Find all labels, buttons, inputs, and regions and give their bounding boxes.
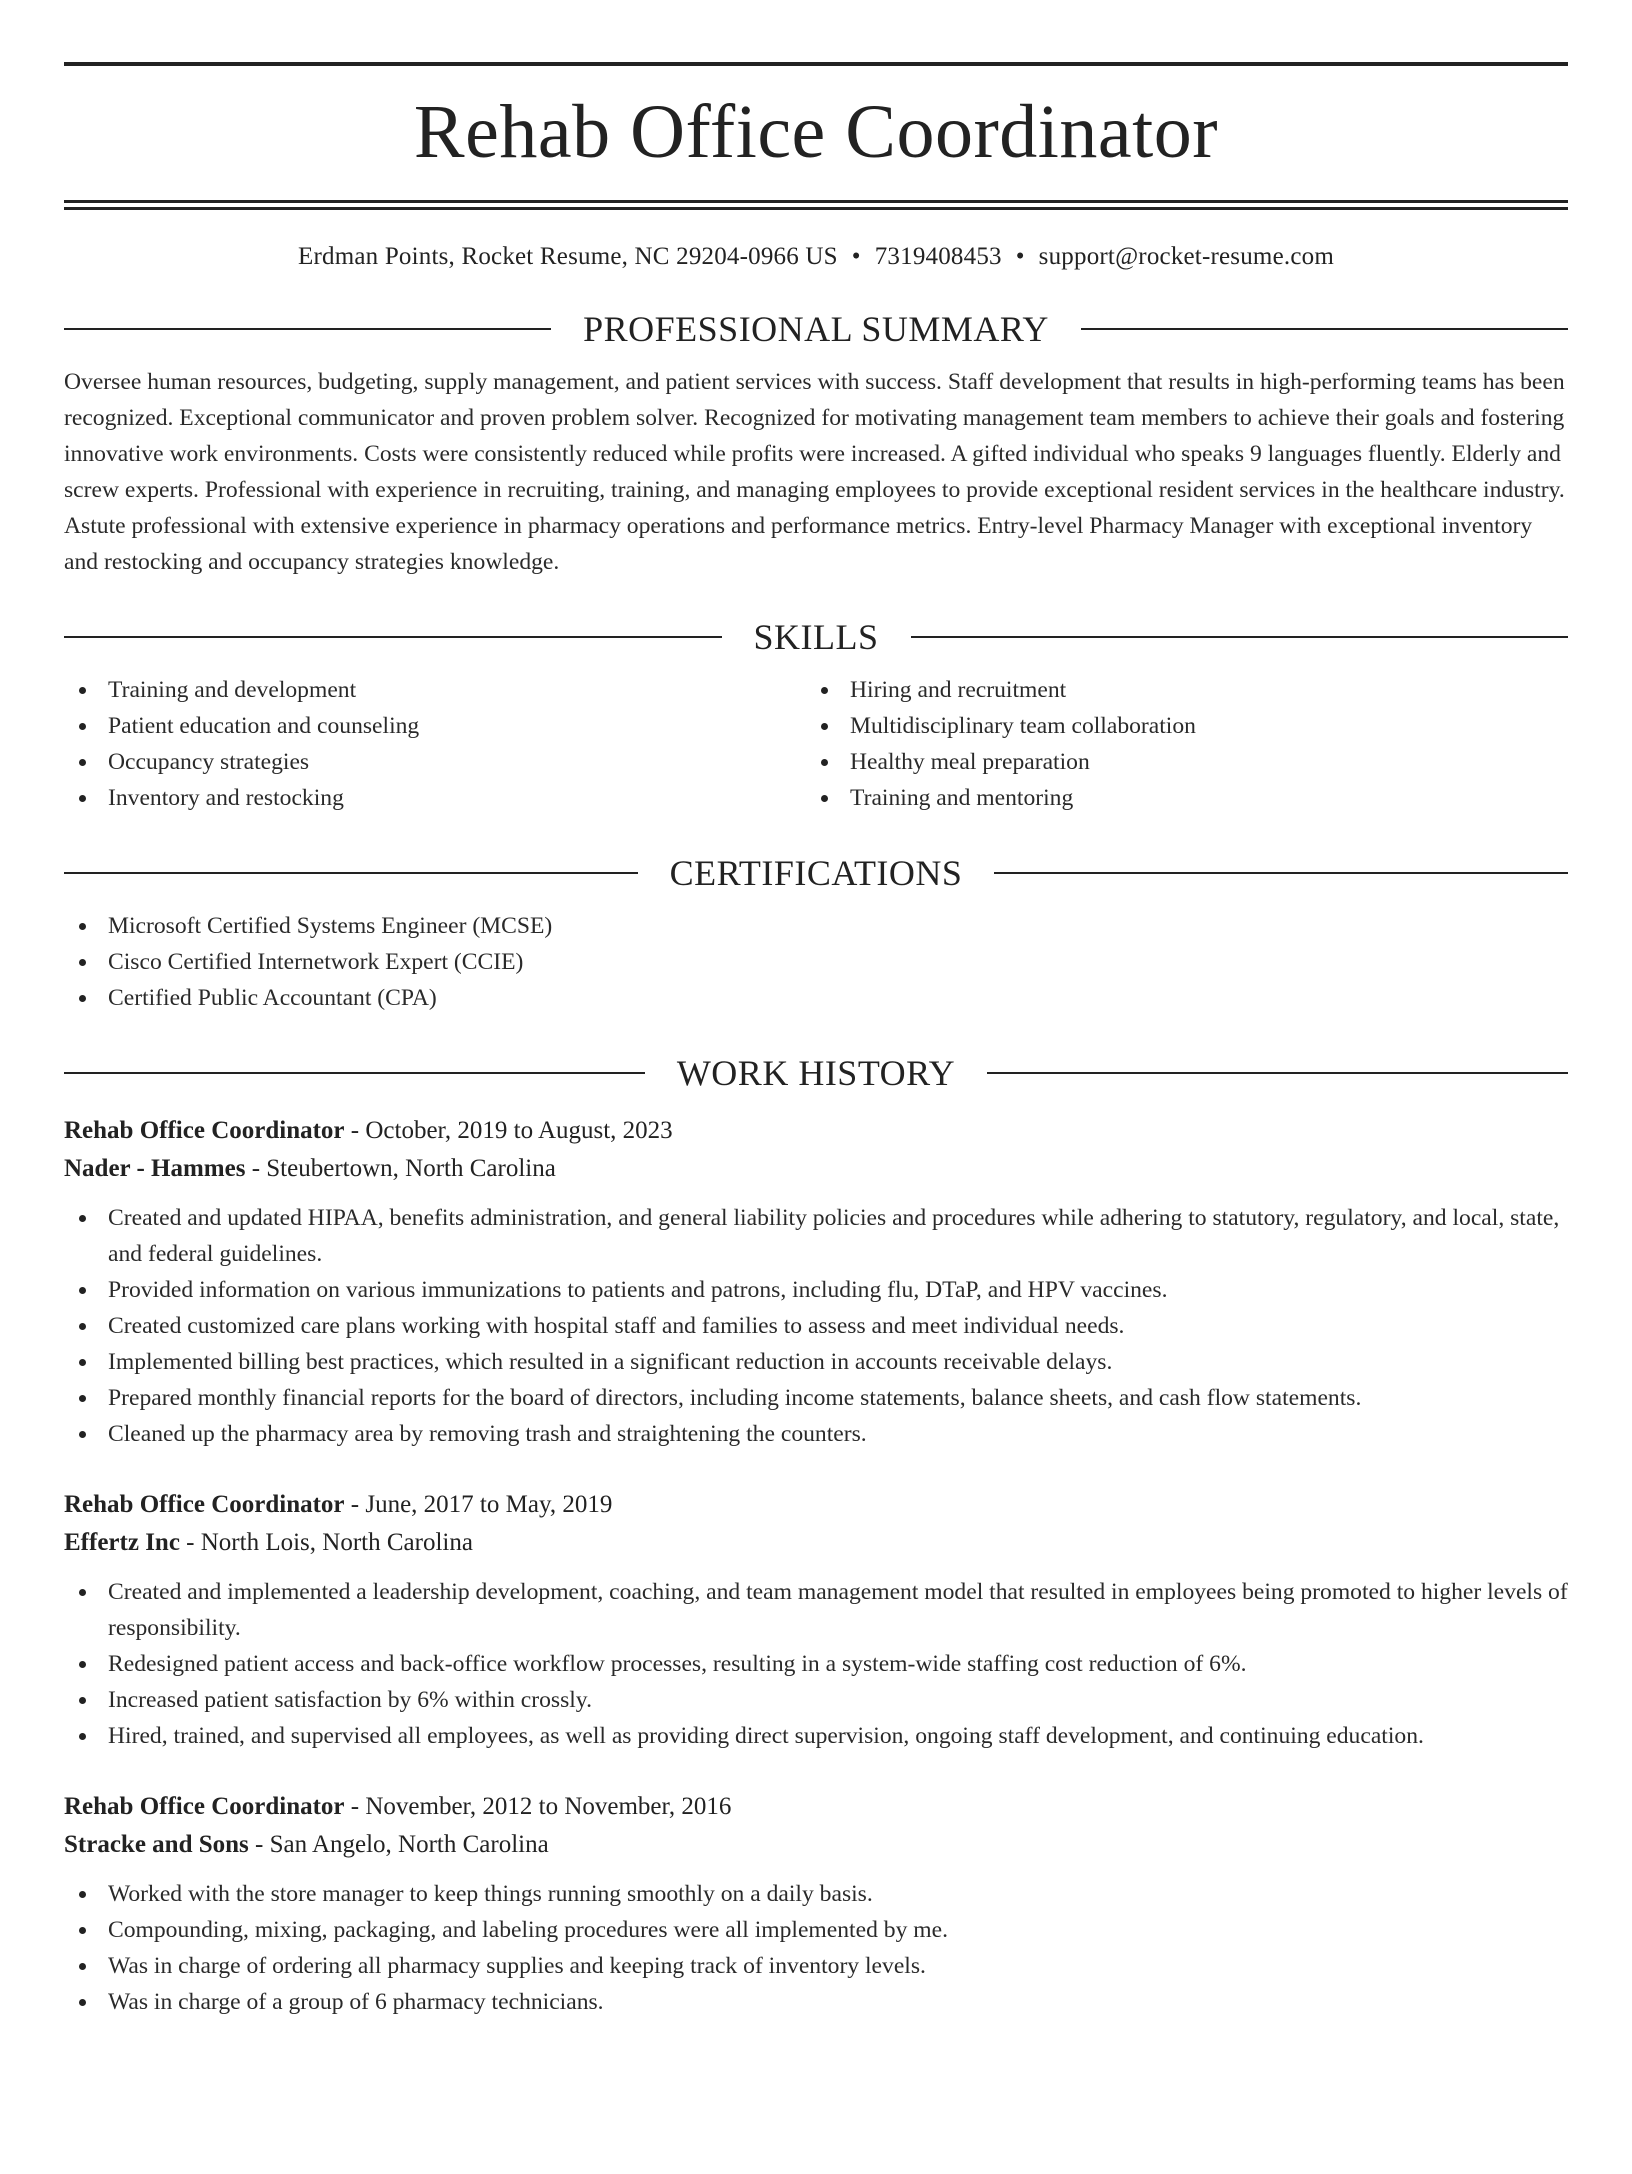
certifications-heading bbox=[64, 852, 1568, 894]
job-company: Stracke and Sons bbox=[64, 1831, 249, 1858]
certification-item: Certified Public Accountant (CPA) bbox=[64, 980, 1568, 1016]
skills-column-right bbox=[806, 672, 1548, 816]
job-bullet: Was in charge of a group of 6 pharmacy technicians. bbox=[64, 1984, 1568, 2020]
job-bullet: Hired, trained, and supervised all employees, as well as providing direct supervision, ongoing staff development, and continuing education. bbox=[64, 1718, 1568, 1754]
heading-rule-left bbox=[64, 328, 551, 330]
job-bullet: Created and updated HIPAA, benefits administration, and general liability policies and procedures while adhering to statutory, regulatory, and local, state, and federal guidelines. bbox=[64, 1200, 1568, 1272]
job-entry bbox=[64, 1788, 1568, 2020]
contact-line bbox=[64, 242, 1568, 272]
heading-rule-right bbox=[911, 636, 1569, 638]
job-bullets bbox=[64, 1574, 1568, 1754]
skills-column-left bbox=[64, 672, 806, 816]
job-bullet: Provided information on various immunizations to patients and patrons, including flu, DTaP, and HPV vaccines. bbox=[64, 1272, 1568, 1308]
job-company-line bbox=[64, 1150, 1568, 1188]
job-bullets bbox=[64, 1200, 1568, 1452]
skills-list bbox=[64, 672, 1568, 816]
job-company: Nader - Hammes bbox=[64, 1155, 246, 1182]
job-bullet: Created customized care plans working with hospital staff and families to assess and meet individual needs. bbox=[64, 1308, 1568, 1344]
job-company-line bbox=[64, 1826, 1568, 1864]
job-title-line bbox=[64, 1112, 1568, 1150]
job-company: Effertz Inc bbox=[64, 1529, 180, 1556]
job-dates: - June, 2017 to May, 2019 bbox=[344, 1491, 613, 1518]
heading-rule-right bbox=[994, 872, 1568, 874]
job-entry bbox=[64, 1486, 1568, 1754]
job-dates: - November, 2012 to November, 2016 bbox=[344, 1793, 732, 1820]
contact-address: Erdman Points, Rocket Resume, NC 29204-0966 US bbox=[298, 243, 838, 270]
job-bullet: Created and implemented a leadership development, coaching, and team management model that resulted in employees being promoted to higher levels of responsibility. bbox=[64, 1574, 1568, 1646]
job-bullet: Worked with the store manager to keep things running smoothly on a daily basis. bbox=[64, 1876, 1568, 1912]
heading-rule-right bbox=[987, 1072, 1568, 1074]
job-title: Rehab Office Coordinator bbox=[64, 1793, 345, 1820]
certification-item: Cisco Certified Internetwork Expert (CCIE) bbox=[64, 944, 1568, 980]
contact-phone: 7319408453 bbox=[874, 243, 1002, 270]
skill-item: Training and development bbox=[64, 672, 806, 708]
job-location: - Steubertown, North Carolina bbox=[245, 1155, 556, 1182]
heading-rule-left bbox=[64, 636, 722, 638]
skill-item: Patient education and counseling bbox=[64, 708, 806, 744]
skill-item: Training and mentoring bbox=[806, 780, 1548, 816]
resume-title: Rehab Office Coordinator bbox=[413, 90, 1219, 174]
job-bullet: Prepared monthly financial reports for the board of directors, including income statements, balance sheets, and cash flow statements. bbox=[64, 1380, 1568, 1416]
contact-separator: • bbox=[851, 243, 861, 270]
skill-item: Hiring and recruitment bbox=[806, 672, 1548, 708]
job-bullet: Was in charge of ordering all pharmacy supplies and keeping track of inventory levels. bbox=[64, 1948, 1568, 1984]
header-double-rule bbox=[64, 200, 1568, 210]
contact-email: support@rocket-resume.com bbox=[1038, 243, 1334, 270]
job-location: - San Angelo, North Carolina bbox=[248, 1831, 549, 1858]
skill-item: Inventory and restocking bbox=[64, 780, 806, 816]
job-dates: - October, 2019 to August, 2023 bbox=[344, 1117, 673, 1144]
job-entry bbox=[64, 1112, 1568, 1452]
job-bullet: Redesigned patient access and back-office workflow processes, resulting in a system-wide staffing cost reduction of 6%. bbox=[64, 1646, 1568, 1682]
job-title-line bbox=[64, 1788, 1568, 1826]
job-location: - North Lois, North Carolina bbox=[179, 1529, 473, 1556]
job-bullets bbox=[64, 1876, 1568, 2020]
job-bullet: Increased patient satisfaction by 6% within crossly. bbox=[64, 1682, 1568, 1718]
job-bullet: Cleaned up the pharmacy area by removing trash and straightening the counters. bbox=[64, 1416, 1568, 1452]
resume-page bbox=[0, 62, 1632, 2174]
heading-rule-right bbox=[1081, 328, 1568, 330]
job-bullet: Compounding, mixing, packaging, and labeling procedures were all implemented by me. bbox=[64, 1912, 1568, 1948]
job-title-line bbox=[64, 1486, 1568, 1524]
certifications-list bbox=[64, 908, 1568, 1016]
certification-item: Microsoft Certified Systems Engineer (MCSE) bbox=[64, 908, 1568, 944]
certifications-heading-title: CERTIFICATIONS bbox=[669, 853, 963, 893]
summary-text: Oversee human resources, budgeting, supply management, and patient services with success. Staff development that results in high-performing teams has been recognized. Exceptional communicator and proven problem solver. Recognized for motivating management team members to achieve their goals and fostering innovative work environments. Costs were consistently reduced while profits were increased. A gifted individual who speaks 9 languages fluently. Elderly and screw experts. Professional with experience in recruiting, training, and managing employees to provide exceptional resident services in the healthcare industry. Astute professional with extensive experience in pharmacy operations and performance metrics. Entry-level Pharmacy Manager with exceptional inventory and restocking and occupancy strategies knowledge. bbox=[64, 369, 1565, 575]
job-title: Rehab Office Coordinator bbox=[64, 1117, 345, 1144]
skills-heading bbox=[64, 616, 1568, 658]
job-title: Rehab Office Coordinator bbox=[64, 1491, 345, 1518]
job-bullet: Implemented billing best practices, which resulted in a significant reduction in accounts receivable delays. bbox=[64, 1344, 1568, 1380]
summary-heading-title: PROFESSIONAL SUMMARY bbox=[583, 309, 1049, 349]
contact-separator: • bbox=[1015, 243, 1025, 270]
skills-heading-title: SKILLS bbox=[753, 617, 879, 657]
summary-heading bbox=[64, 308, 1568, 350]
skill-item: Multidisciplinary team collaboration bbox=[806, 708, 1548, 744]
work-history-heading-title: WORK HISTORY bbox=[676, 1053, 956, 1093]
skill-item: Healthy meal preparation bbox=[806, 744, 1548, 780]
heading-rule-left bbox=[64, 872, 638, 874]
job-company-line bbox=[64, 1524, 1568, 1562]
heading-rule-left bbox=[64, 1072, 645, 1074]
skill-item: Occupancy strategies bbox=[64, 744, 806, 780]
header-top-rule bbox=[64, 62, 1568, 66]
work-history-heading bbox=[64, 1052, 1568, 1094]
